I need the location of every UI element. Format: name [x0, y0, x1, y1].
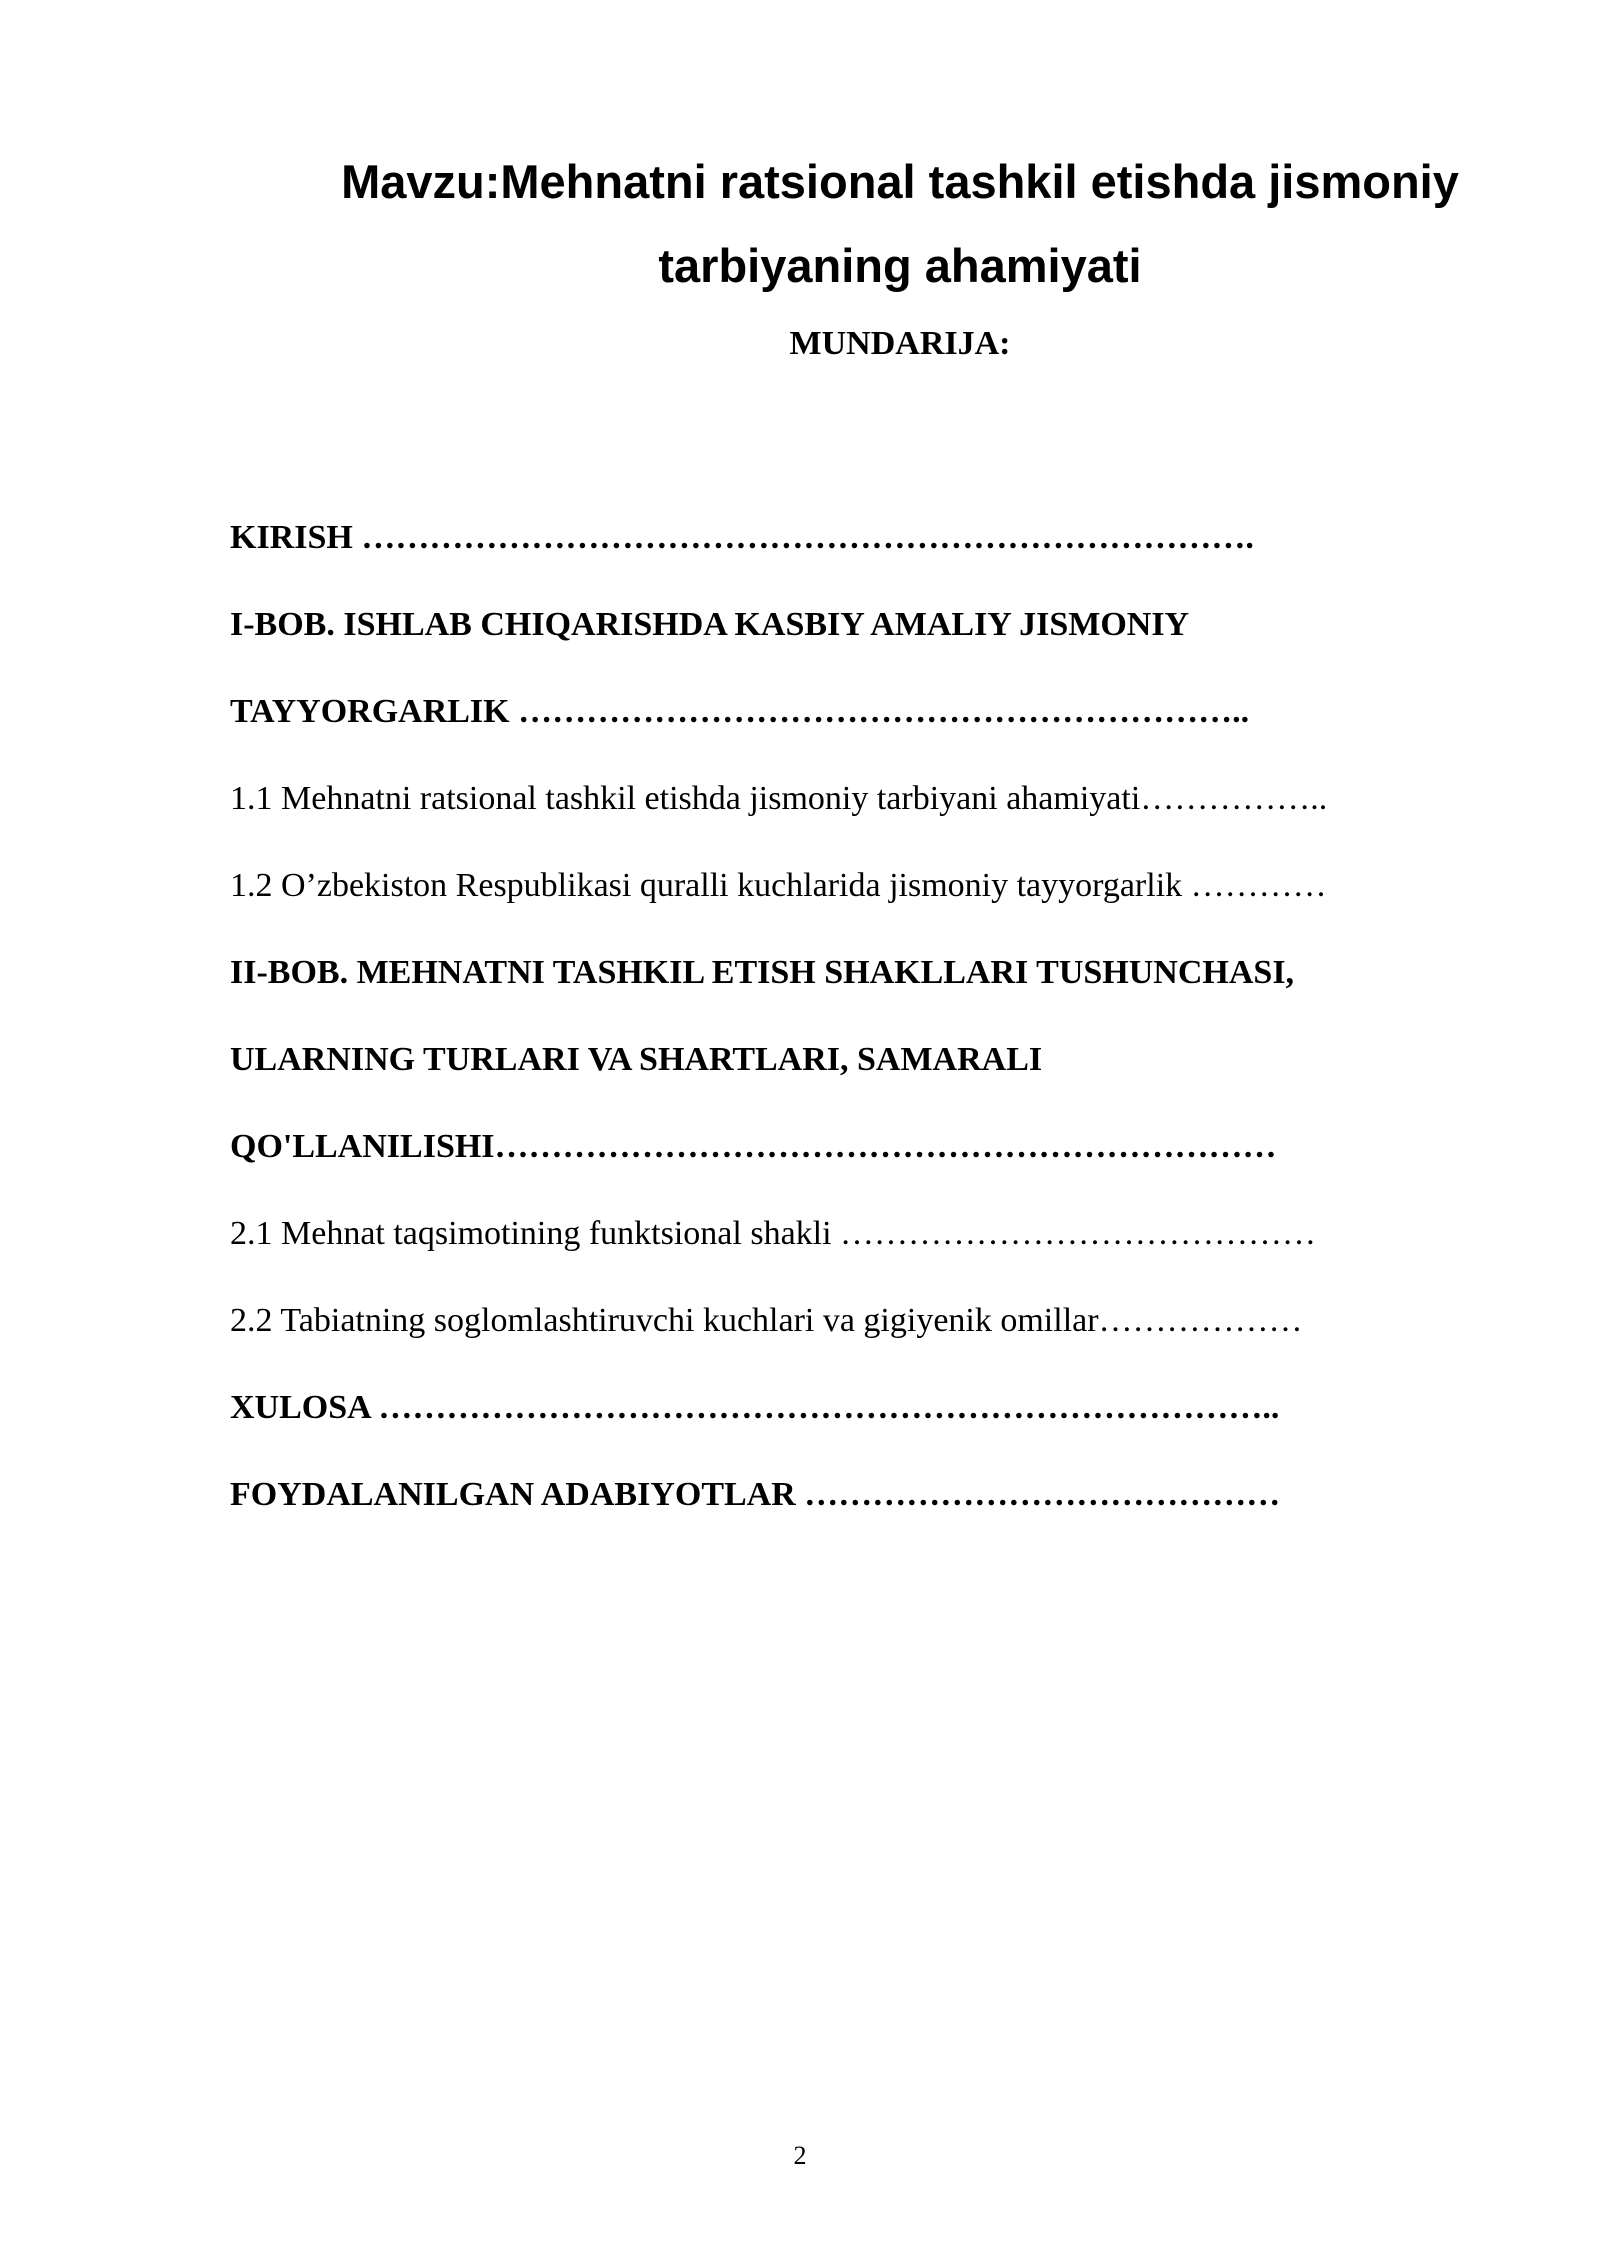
page-number: 2: [793, 2141, 807, 2170]
toc-entry-xulosa: XULOSA ……………………………………………………………………..: [230, 1389, 1280, 1426]
contents-heading: MUNDARIJA:: [789, 325, 1011, 362]
toc-entry-section-1-1: 1.1 Mehnatni ratsional tashkil etishda jismoniy tarbiyani ahamiyati……………..: [230, 780, 1328, 817]
toc-entry-chapter-2-line-3: QO'LLANILISHI……………………………………………………………: [230, 1128, 1277, 1165]
toc-entry-chapter-2-line-2: ULARNING TURLARI VA SHARTLARI, SAMARALI: [230, 1041, 1043, 1078]
toc-entry-chapter-1-line-2: TAYYORGARLIK ………………………………………………………..: [230, 693, 1250, 730]
toc-entry-section-2-1: 2.1 Mehnat taqsimotining funktsional shakli ……………………………………: [230, 1215, 1317, 1252]
toc-entry-kirish: KIRISH …………………………………………………………………….: [230, 519, 1254, 556]
toc-entry-section-2-2: 2.2 Tabiatning soglomlashtiruvchi kuchlari va gigiyenik omillar………………: [230, 1302, 1303, 1339]
toc-entry-chapter-2-line-1: II-BOB. MEHNATNI TASHKIL ETISH SHAKLLARI TUSHUNCHASI,: [230, 954, 1295, 991]
table-of-contents: [230, 510, 1470, 1554]
toc-entry-references: FOYDALANILGAN ADABIYOTLAR ……………………………………: [230, 1476, 1281, 1513]
title-line-2: tarbiyaning ahamiyati: [658, 239, 1142, 292]
toc-entry-chapter-1-line-1: I-BOB. ISHLAB CHIQARISHDA KASBIY AMALIY JISMONIY: [230, 606, 1190, 643]
title-line-1: Mavzu:Mehnatni ratsional tashkil etishda jismoniy: [341, 155, 1459, 208]
toc-entry-section-1-2: 1.2 O’zbekiston Respublikasi quralli kuchlarida jismoniy tayyorgarlik …………: [230, 867, 1327, 904]
